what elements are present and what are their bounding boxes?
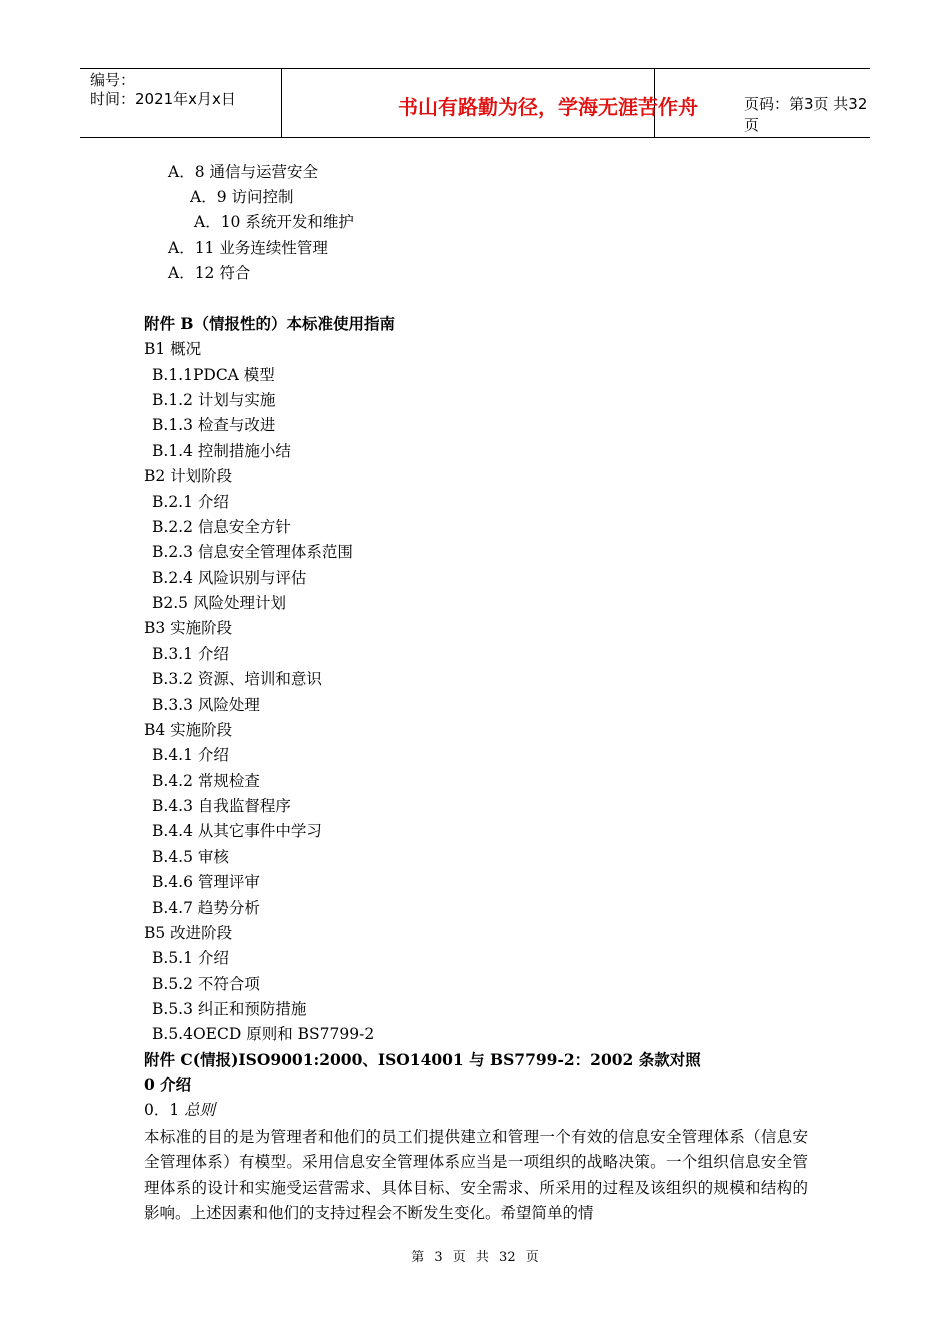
toc-item: A．8 通信与运营安全 <box>168 163 318 181</box>
toc-item: B.2.3 信息安全管理体系范围 <box>152 543 353 561</box>
toc-item: B.4.2 常规检查 <box>152 772 260 790</box>
header-motto: 书山有路勤为径，学海无涯苦作舟 <box>398 95 698 119</box>
toc-item: B5 改进阶段 <box>144 924 233 942</box>
header-divider <box>281 69 282 137</box>
toc-item: B.3.3 风险处理 <box>152 696 260 714</box>
section-title: 总则 <box>184 1101 216 1119</box>
section-0-title: 0 介绍 <box>144 1075 192 1094</box>
toc-item: B.5.4OECD 原则和 BS7799-2 <box>152 1025 375 1043</box>
annex-c-title: 附件 C(情报)ISO9001:2000、ISO14001 与 BS7799-2：2002 条款对照 <box>144 1050 701 1069</box>
toc-item: B.4.3 自我监督程序 <box>152 797 291 815</box>
header-time: 时间：2021年x月x日 <box>90 90 236 108</box>
toc-item: B.1.2 计划与实施 <box>152 391 276 409</box>
toc-item: B.5.2 不符合项 <box>152 975 260 993</box>
toc-item: B3 实施阶段 <box>144 619 233 637</box>
toc-item: B2 计划阶段 <box>144 467 233 485</box>
toc-item: B4 实施阶段 <box>144 721 233 739</box>
toc-item: B.2.4 风险识别与评估 <box>152 569 307 587</box>
toc-item: A．12 符合 <box>168 264 251 282</box>
toc-item: B.4.4 从其它事件中学习 <box>152 822 322 840</box>
page-footer: 第 3 页 共 32 页 <box>411 1250 539 1265</box>
toc-item: B.1.3 检查与改进 <box>152 416 276 434</box>
header-page-info: 页码：第3页 共32页 <box>744 95 868 134</box>
toc-item: B.5.3 纠正和预防措施 <box>152 1000 307 1018</box>
toc-item: A．9 访问控制 <box>190 188 294 206</box>
toc-item: B.2.1 介绍 <box>152 493 229 511</box>
annex-b-title: 附件 B（情报性的）本标准使用指南 <box>144 314 395 333</box>
section-0-1-heading <box>144 1100 215 1120</box>
toc-item: B.4.5 审核 <box>152 848 229 866</box>
toc-item: B.1.4 控制措施小结 <box>152 442 291 460</box>
toc-item: B.4.6 管理评审 <box>152 873 260 891</box>
toc-item: B.5.1 介绍 <box>152 949 229 967</box>
toc-item: A．10 系统开发和维护 <box>194 213 354 231</box>
section-number: 0．1 <box>144 1101 185 1119</box>
header-meta <box>90 71 236 109</box>
toc-item: B.2.2 信息安全方针 <box>152 518 291 536</box>
toc-item: B.3.1 介绍 <box>152 645 229 663</box>
toc-item: B2.5 风险处理计划 <box>152 594 286 612</box>
toc-item: B.3.2 资源、培训和意识 <box>152 670 322 688</box>
toc-item: A．11 业务连续性管理 <box>168 239 328 257</box>
toc-item: B.4.7 趋势分析 <box>152 899 260 917</box>
toc-item: B.4.1 介绍 <box>152 746 229 764</box>
body-paragraph: 本标准的目的是为管理者和他们的员工们提供建立和管理一个有效的信息安全管理体系（信息安全管理体系）有模型。采用信息安全管理体系应当是一项组织的战略决策。一个组织信息安全管理体系的设计和实施受运营需求、具体目标、安全需求、所采用的过程及该组织的规模和结构的影响。上述因素和他们的支持过程会不断发生变化。希望简单的情 <box>144 1128 808 1223</box>
toc-item: B.1.1PDCA 模型 <box>152 366 275 384</box>
toc-item: B1 概况 <box>144 340 202 358</box>
page-header <box>80 68 870 138</box>
header-number: 编号： <box>90 71 136 89</box>
